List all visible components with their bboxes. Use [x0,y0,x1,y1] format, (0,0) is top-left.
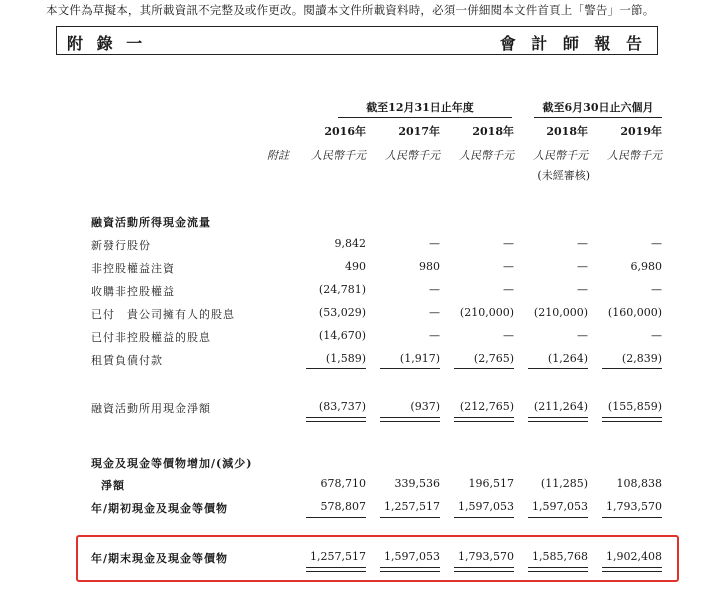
table-cell: (1,917) [399,352,440,365]
total-double-rule [306,567,366,572]
table-cell: (210,000) [533,306,588,319]
total-double-rule [454,417,514,422]
table-cell: (2,765) [473,352,514,365]
table-cell: (160,000) [607,306,662,319]
page-header [56,26,658,55]
table-cell: 678,710 [320,477,366,490]
table-cell: 1,597,053 [532,500,588,513]
col-currency: 人民幣千元 [533,149,588,162]
total-double-rule [602,567,662,572]
row-label: 收購非控股權益 [91,285,175,298]
table-cell: (83,737) [318,400,366,413]
table-cell: 1,597,053 [458,500,514,513]
col-group-six-months: 截至6月30日止六個月 [542,101,654,114]
row-label-net: 淨額 [101,479,125,492]
table-cell: 1,793,570 [606,500,662,513]
table-cell: — [503,260,514,273]
table-cell: 578,807 [320,500,366,513]
col-year-2019-interim: 2019年 [620,125,662,138]
col-unaudited: (未經審核) [537,169,590,182]
row-label-net-financing: 融資活動所用現金淨額 [91,402,211,415]
col-year-2017: 2017年 [398,125,440,138]
table-cell: — [651,329,662,342]
table-cell: — [429,283,440,296]
table-cell: — [651,283,662,296]
subtotal-rule [454,368,514,369]
table-cell: — [577,237,588,250]
table-cell: 6,980 [630,260,662,273]
table-cell: (211,264) [533,400,588,413]
row-label: 已付 貴公司擁有人的股息 [91,308,235,321]
table-cell: — [503,283,514,296]
col-currency: 人民幣千元 [459,149,514,162]
subtotal-rule [602,368,662,369]
subtotal-rule [528,368,588,369]
table-cell: 1,597,053 [384,550,440,563]
total-double-rule [528,567,588,572]
row-label-begin-cash: 年/期初現金及現金等價物 [91,502,229,515]
table-cell: (24,781) [318,283,366,296]
subtotal-rule [602,517,662,518]
subtotal-rule [380,368,440,369]
table-cell: — [429,237,440,250]
row-label: 新發行股份 [91,239,151,252]
table-cell: 1,585,768 [532,550,588,563]
row-label-end-cash: 年/期末現金及現金等價物 [91,552,229,565]
table-cell: 1,902,408 [606,550,662,563]
subtotal-rule [380,517,440,518]
table-cell: (2,839) [621,352,662,365]
report-title: 會 計 師 報 告 [499,34,647,53]
table-cell: 1,257,517 [384,500,440,513]
table-cell: (212,765) [459,400,514,413]
table-cell: (155,859) [607,400,662,413]
table-cell: 196,517 [468,477,514,490]
col-year-2016: 2016年 [324,125,366,138]
table-cell: — [429,306,440,319]
subtotal-rule [306,517,366,518]
col-currency: 人民幣千元 [385,149,440,162]
col-currency: 人民幣千元 [311,149,366,162]
row-label: 已付非控股權益的股息 [91,331,211,344]
appendix-title: 附 錄 一 [67,34,147,53]
table-cell: (53,029) [318,306,366,319]
table-cell: (210,000) [459,306,514,319]
table-cell: (11,285) [540,477,588,490]
table-cell: (1,264) [547,352,588,365]
table-cell: — [429,329,440,342]
table-cell: — [503,329,514,342]
table-cell: 980 [419,260,440,273]
table-cell: 490 [345,260,366,273]
col-note-header: 附註 [267,149,289,162]
table-cell: 339,536 [394,477,440,490]
table-cell: — [577,283,588,296]
table-cell: — [577,329,588,342]
total-double-rule [528,417,588,422]
draft-disclaimer: 本文件為草擬本，其所載資訊不完整及或作更改。閱讀本文件所載資料時，必須一併細閱本文件首頁上「警告」一節。 [46,3,655,17]
table-cell: 108,838 [616,477,662,490]
table-cell: (1,589) [325,352,366,365]
subtotal-rule [528,517,588,518]
table-cell: — [651,237,662,250]
total-double-rule [380,567,440,572]
group-rule-1 [338,117,512,118]
section-title-cash-change: 現金及現金等價物增加/(減少) [91,457,253,470]
subtotal-rule [454,517,514,518]
col-currency: 人民幣千元 [607,149,662,162]
total-double-rule [454,567,514,572]
table-cell: 1,793,570 [458,550,514,563]
total-double-rule [602,417,662,422]
table-cell: — [503,237,514,250]
table-cell: 9,842 [334,237,366,250]
row-label: 非控股權益注資 [91,262,175,275]
col-year-2018: 2018年 [472,125,514,138]
group-rule-2 [534,117,662,118]
table-cell: (14,670) [318,329,366,342]
subtotal-rule [306,368,366,369]
table-cell: (937) [410,400,440,413]
col-year-2018-interim: 2018年 [546,125,588,138]
col-group-year-end: 截至12月31日止年度 [366,101,474,114]
row-label: 租賃負債付款 [91,354,163,367]
total-double-rule [380,417,440,422]
table-cell: 1,257,517 [310,550,366,563]
table-cell: — [577,260,588,273]
section-title-financing: 融資活動所得現金流量 [91,216,211,229]
total-double-rule [306,417,366,422]
